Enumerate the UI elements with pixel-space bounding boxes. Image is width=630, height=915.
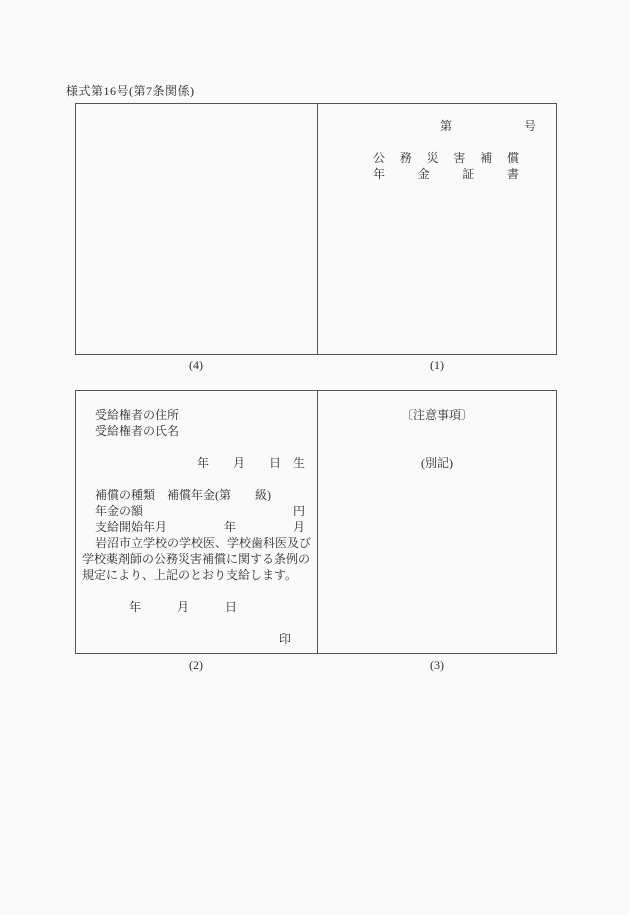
- spacer: [82, 583, 311, 599]
- payment-start-label: 支給開始年月: [95, 520, 168, 534]
- certificate-title-line-2: 年 金 証 書: [373, 167, 519, 181]
- table-top: [75, 103, 557, 355]
- payment-start-month: 月: [292, 520, 305, 534]
- payment-start-line: [82, 519, 311, 535]
- statute-paragraph-line-3: 規定により、上記のとおり支給します。: [82, 568, 298, 582]
- panel-3-notes: [318, 391, 556, 653]
- spacer: [318, 423, 556, 439]
- pension-amount-line: [82, 503, 311, 519]
- spacer: [82, 615, 311, 631]
- certificate-number-line: 第 号: [439, 119, 536, 133]
- recipient-address-label: 受給権者の住所: [95, 408, 180, 422]
- table-bottom: [75, 390, 557, 654]
- birth-date-line: 年 月 日 生: [196, 456, 305, 470]
- certificate-title: [373, 150, 519, 182]
- separate-note: (別記): [421, 456, 453, 470]
- pension-amount-label: 年金の額: [95, 504, 144, 518]
- issue-date-line: 年 月 日: [129, 600, 238, 614]
- notice-heading: 〔注意事項〕: [400, 408, 473, 422]
- caption-panel-2: (2): [189, 658, 203, 672]
- form-number-label: 様式第16号(第7条関係): [66, 84, 195, 98]
- spacer: [318, 439, 556, 455]
- spacer: [82, 471, 311, 487]
- compensation-type-line: 補償の種類 補償年金(第 級): [95, 488, 271, 502]
- spacer: [318, 134, 556, 150]
- payment-start-year: 年: [223, 520, 236, 534]
- caption-panel-1: (1): [430, 358, 444, 372]
- seal-mark: 印: [278, 632, 291, 646]
- certificate-title-line-1: 公 務 災 害 補 償: [373, 151, 519, 165]
- spacer: [82, 439, 311, 455]
- panel-4-blank: [76, 104, 318, 354]
- statute-paragraph-line-2: 学校薬剤師の公務災害補償に関する条例の: [82, 552, 311, 566]
- panel-1-certificate-cover: [318, 104, 556, 354]
- caption-panel-4: (4): [189, 358, 203, 372]
- recipient-name-label: 受給権者の氏名: [95, 424, 180, 438]
- statute-paragraph-line-1: 岩沼市立学校の学校医、学校歯科医及び: [95, 536, 312, 550]
- pension-amount-unit: 円: [292, 504, 305, 518]
- caption-panel-3: (3): [430, 658, 444, 672]
- panel-2-grant-details: [76, 391, 318, 653]
